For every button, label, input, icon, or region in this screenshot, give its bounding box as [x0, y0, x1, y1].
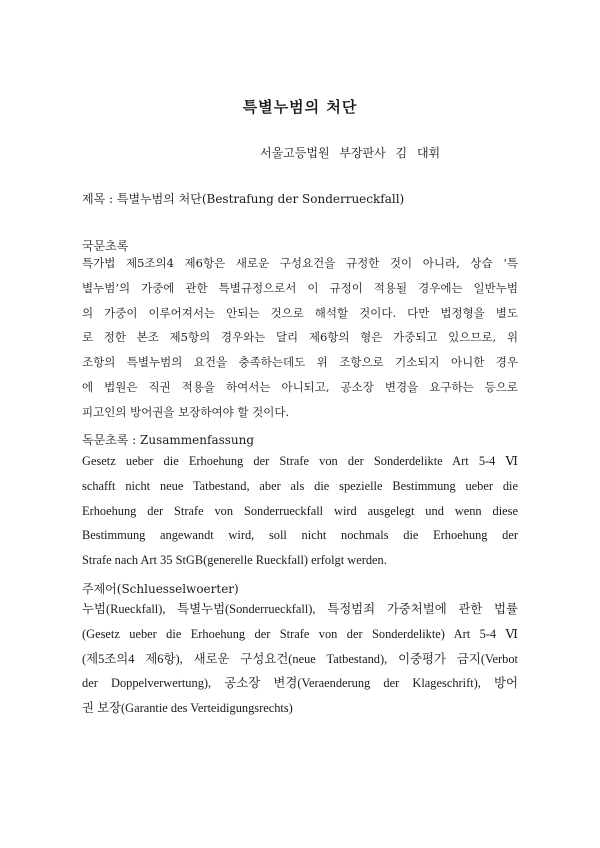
korean-abstract-line: 피고인의 방어권을 보장하여야 할 것이다.	[82, 404, 290, 419]
german-abstract-line: Bestimmung angewandt wird, soll nicht nochmals die Erhoehung der	[82, 528, 518, 543]
korean-abstract-line: 조항의 특별누범의 요건을 충족하는데도 위 조항으로 기소되지 아니한 경우	[82, 355, 518, 370]
german-abstract-line: Erhoehung der Strafe von Sonderrueckfall wird ausgelegt und wenn diese	[82, 503, 518, 518]
german-abstract-heading: 독문초록 : Zusammenfassung	[82, 433, 255, 447]
keywords-line: 권 보장(Garantie des Verteidigungsrechts)	[82, 701, 293, 716]
korean-abstract-line: 특가법 제5조의4 제6항은 새로운 구성요건을 규정한 것이 아니라, 상습 ‘특	[82, 256, 518, 270]
korean-abstract-line: 의 가중이 이루어져서는 안되는 것으로 해석할 것이다. 다만 법정형을 별도	[82, 305, 518, 320]
keywords-line: (제5조의4 제6항), 새로운 구성요건(neue Tatbestand), 이중평가 금지(Verbot	[82, 651, 518, 666]
korean-abstract-heading: 국문초록	[82, 239, 129, 253]
korean-abstract-body	[82, 251, 518, 425]
korean-abstract-line: 로 정한 본조 제5항의 경우와는 달리 제6항의 형은 가중되고 있으므로, 위	[82, 330, 518, 345]
german-abstract-line: Strafe nach Art 35 StGB(generelle Rueckfall) erfolgt werden.	[82, 553, 387, 568]
author-line: 서울고등법원 부장판사 김 대휘	[260, 146, 441, 160]
keywords-line: (Gesetz ueber die Erhoehung der Strafe von der Sonderdelikte) Art 5-4 Ⅵ	[82, 626, 518, 641]
german-abstract-line: Gesetz ueber die Erhoehung der Strafe von der Sonderdelikte Art 5-4 Ⅵ	[82, 454, 518, 468]
keywords-line: 누범(Rueckfall), 특별누범(Sonderrueckfall), 특정범죄 가중처벌에 관한 법률	[82, 602, 518, 616]
subject-line: 제목 : 특별누범의 처단(Bestrafung der Sonderrueckfall)	[82, 192, 405, 206]
korean-abstract-line: 별누범’의 가중에 관한 특별규정으로서 이 규정이 적용될 경우에는 일반누범	[82, 280, 518, 295]
german-abstract-body	[82, 449, 518, 573]
korean-abstract-line: 에 법원은 직권 적용을 하여서는 아니되고, 공소장 변경을 요구하는 등으로	[82, 379, 518, 394]
keywords-line: der Doppelverwertung), 공소장 변경(Veraenderung der Klageschrift), 방어	[82, 676, 518, 691]
german-abstract-line: schafft nicht neue Tatbestand, aber als die spezielle Bestimmung ueber die	[82, 478, 518, 493]
document-title: 특별누범의 처단	[242, 98, 358, 116]
keywords-heading: 주제어(Schluesselwoerter)	[82, 582, 239, 596]
keywords-body	[82, 597, 518, 721]
